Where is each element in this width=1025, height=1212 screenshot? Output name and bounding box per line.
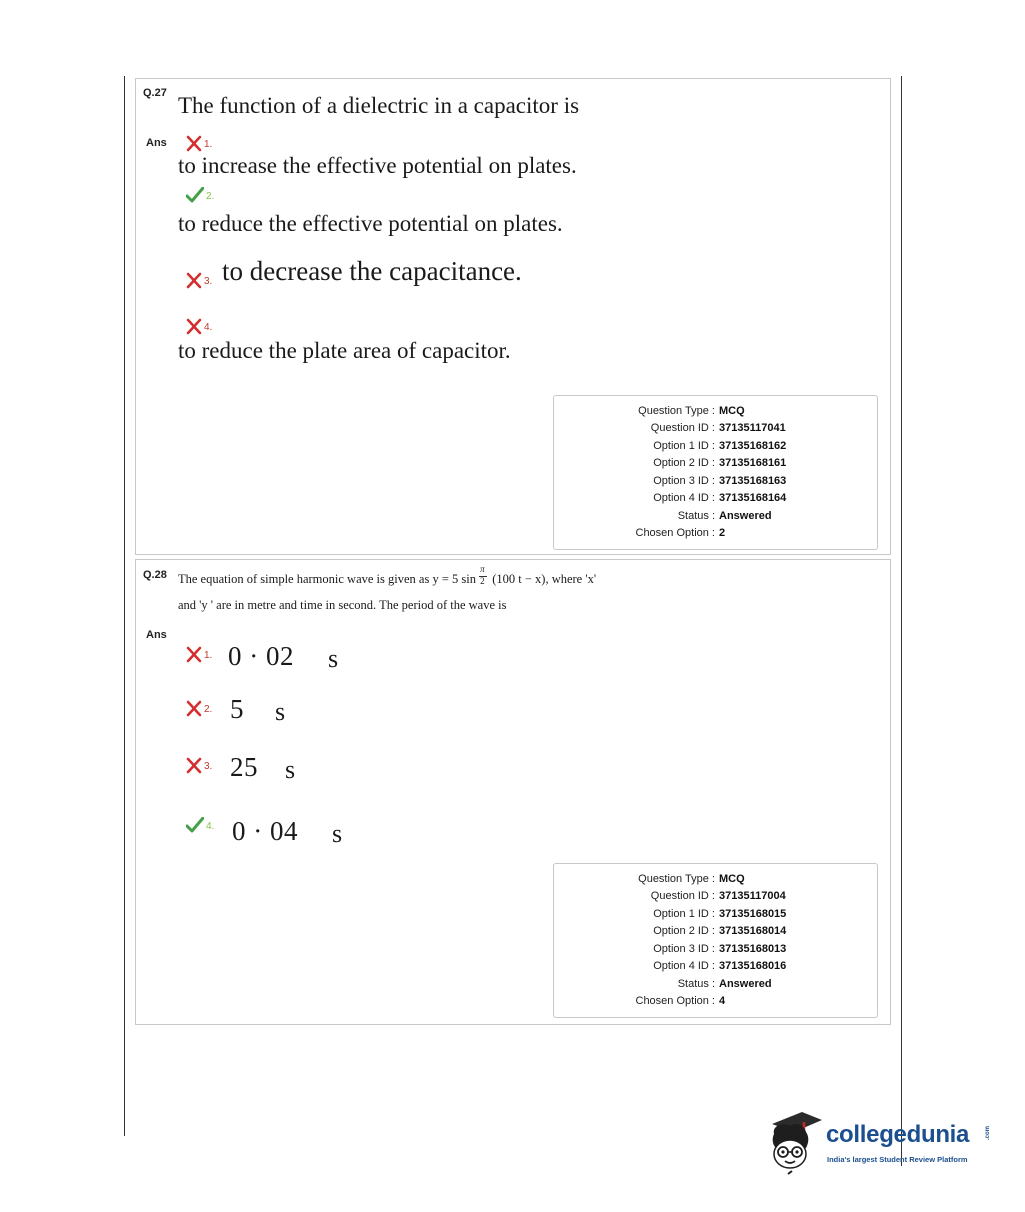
question-text-line-1 [178, 564, 597, 587]
option-1-marker [186, 135, 212, 152]
option-number: 1. [204, 650, 213, 661]
question-number: Q.28 [143, 569, 167, 581]
option-number: 1. [204, 139, 213, 150]
brand-tagline: India's largest Student Review Platform [827, 1155, 968, 1164]
option-number: 4. [204, 322, 213, 333]
option-1-text: to increase the effective potential on plates. [178, 153, 577, 178]
option-2-text: to reduce the effective potential on plates. [178, 211, 563, 236]
option-1-unit: s [328, 644, 339, 673]
answer-label: Ans [146, 137, 167, 149]
cross-icon [186, 646, 202, 663]
option-number: 2. [204, 704, 213, 715]
option-3-unit: s [285, 755, 296, 784]
option-4-unit: s [332, 819, 343, 848]
option-number: 4. [206, 821, 215, 832]
answer-label: Ans [146, 629, 167, 641]
fraction-denominator: 2 [480, 576, 485, 586]
question-info-box: Question Type : MCQ Question ID : 37135117041 Option 1 ID : 37135168162 Option 2 ID : 37135168161 Option 3 ID : 37135168163 Option 4 ID : 37135168164 Status : Answered Chosen Option : 2 [553, 395, 878, 550]
brand-name: collegedunia [826, 1121, 970, 1148]
check-icon [186, 817, 204, 833]
cross-icon [186, 318, 202, 335]
question-text: The function of a dielectric in a capacitor is [178, 93, 580, 118]
option-4-marker [186, 318, 212, 335]
option-number: 3. [204, 761, 213, 772]
option-3-value: 25 [230, 752, 258, 782]
option-1-marker [186, 646, 212, 663]
option-1-value: 0 · 02 [228, 641, 294, 671]
option-2-marker [186, 187, 214, 203]
question-text-part-2: (100 t − x), where 'x' [492, 572, 597, 586]
question-text-part-1: The equation of simple harmonic wave is given as y = 5 sin [178, 572, 476, 586]
question-info-box: Question Type : MCQ Question ID : 37135117004 Option 1 ID : 37135168015 Option 2 ID : 37135168014 Option 3 ID : 37135168013 Option 4 ID : 37135168016 Status : Answered Chosen Option : 4 [553, 863, 878, 1018]
left-border-line [124, 76, 125, 1136]
brand-suffix: .com [985, 1126, 991, 1141]
option-3-marker [186, 757, 212, 774]
brand-logo [764, 1104, 1004, 1184]
option-number: 3. [204, 276, 213, 287]
cross-icon [186, 135, 202, 152]
option-2-value: 5 [230, 694, 244, 724]
question-text-line-2: and 'y ' are in metre and time in second. The period of the wave is [178, 598, 507, 612]
option-number: 2. [206, 191, 215, 202]
right-border-line [901, 76, 902, 1166]
fraction-numerator: π [480, 564, 485, 574]
option-4-text: to reduce the plate area of capacitor. [178, 338, 511, 363]
option-3-text: to decrease the capacitance. [222, 256, 522, 286]
cross-icon [186, 700, 202, 717]
option-3-marker [186, 272, 212, 289]
cross-icon [186, 272, 202, 289]
check-icon [186, 187, 204, 203]
option-4-marker [186, 817, 214, 833]
pi-fraction [479, 564, 489, 586]
option-2-unit: s [275, 697, 286, 726]
mascot-icon [764, 1104, 824, 1176]
option-4-value: 0 · 04 [232, 816, 298, 846]
question-number: Q.27 [143, 87, 167, 99]
option-2-marker [186, 700, 212, 717]
cross-icon [186, 757, 202, 774]
